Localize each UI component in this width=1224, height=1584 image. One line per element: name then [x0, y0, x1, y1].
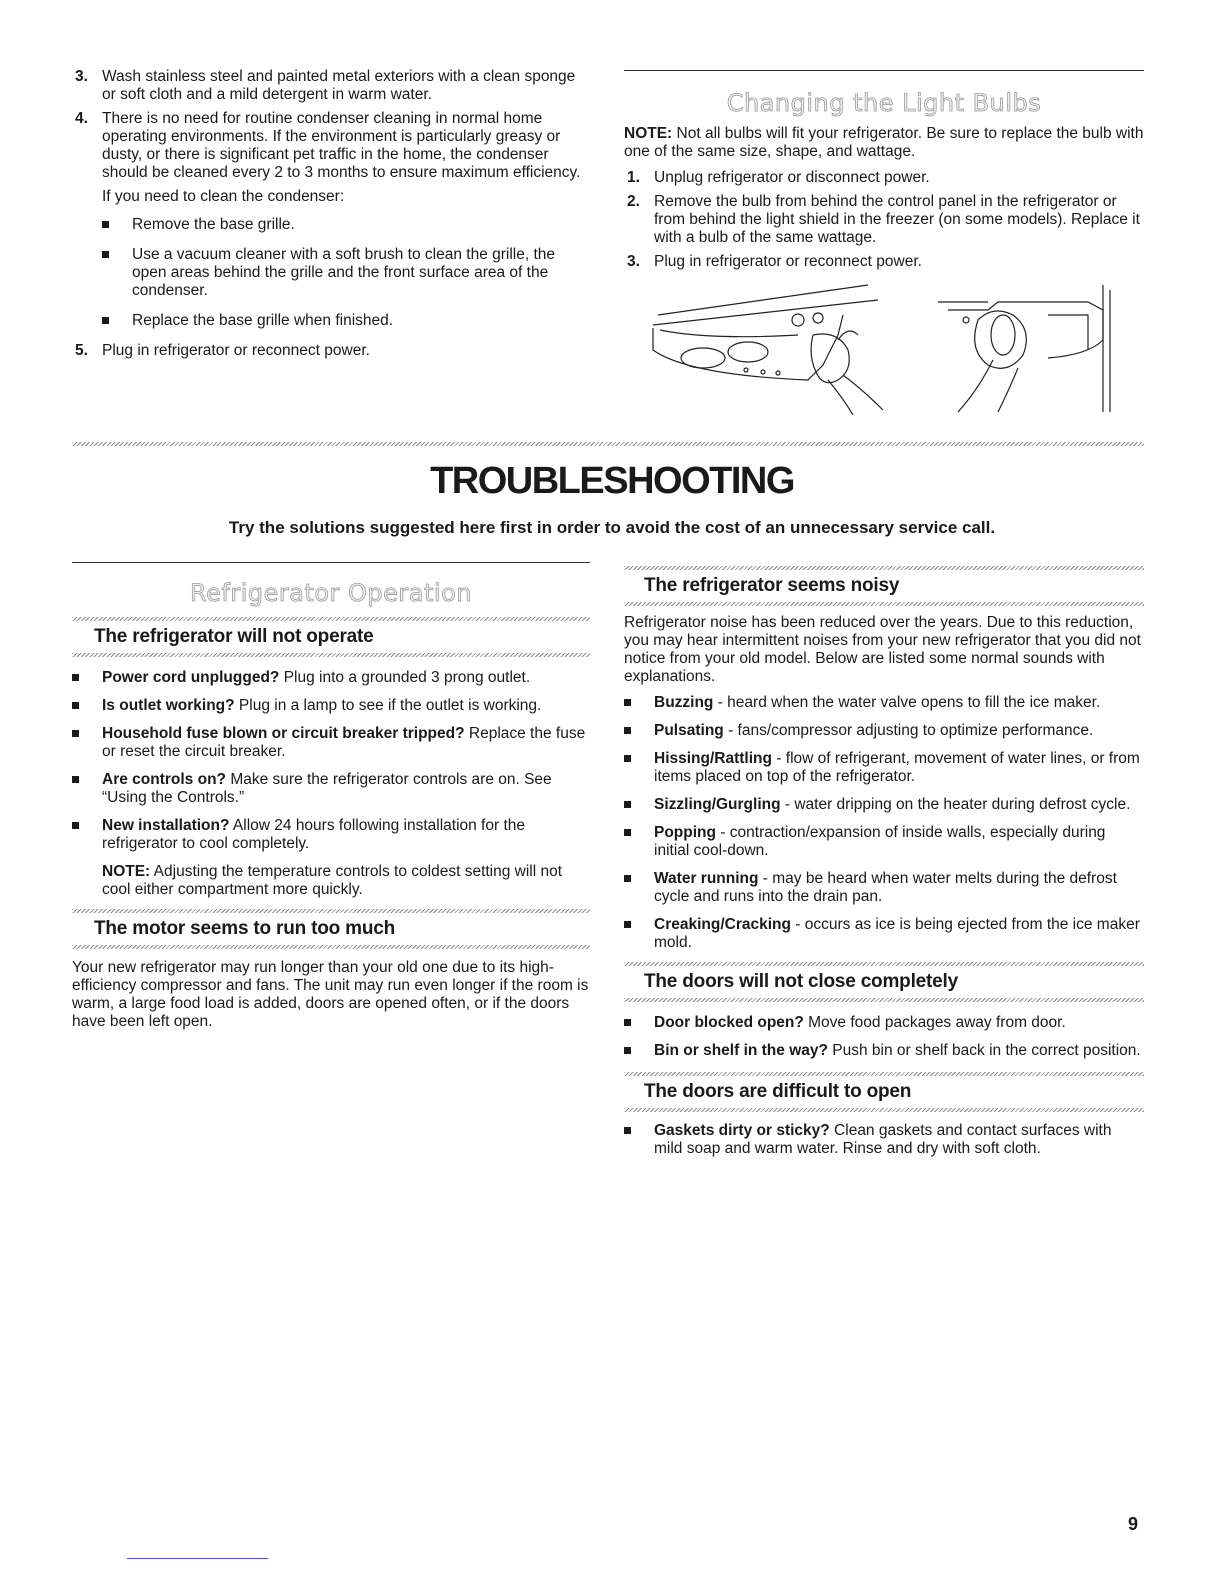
- list-item: Water running - may be heard when water melts during the defrost cycle and runs into the drain pan.: [624, 870, 1144, 906]
- list-item: New installation? Allow 24 hours following installation for the refrigerator to cool completely. NOTE: Adjusting the temperature controls to coldest setting will not cool either compartment more quickly.: [72, 817, 590, 899]
- operation-note: NOTE: Adjusting the temperature controls to coldest setting will not cool either compartment more quickly.: [102, 863, 563, 898]
- list-item: Is outlet working? Plug in a lamp to see if the outlet is working.: [72, 697, 590, 715]
- noise-and-doors-section: [624, 566, 1144, 1168]
- doors-close-list: [624, 1014, 1144, 1060]
- light-bulbs-section: [624, 70, 1144, 277]
- operation-title: Refrigerator Operation: [190, 579, 472, 607]
- light-bulb-illustration: [648, 280, 1118, 415]
- list-item: Sizzling/Gurgling - water dripping on the heater during defrost cycle.: [624, 796, 1144, 814]
- motor-text: Your new refrigerator may run longer than your old one due to its high-efficiency compressor and fans. The unit may run even longer if the room is warm, a large food load is added, doors are opened often, or if the doors have been left open.: [72, 959, 589, 1030]
- header-divider: [72, 442, 1144, 446]
- bulb-steps: [624, 169, 1144, 271]
- hatch-rule: [624, 998, 1144, 1002]
- list-item: Buzzing - heard when the water valve opens to fill the ice maker.: [624, 694, 1144, 712]
- hatch-rule: [624, 602, 1144, 606]
- section-rule: [72, 562, 590, 563]
- list-item: Gaskets dirty or sticky? Clean gaskets and contact surfaces with mild soap and warm water. Rinse and dry with soft cloth.: [624, 1122, 1144, 1158]
- list-item: Pulsating - fans/compressor adjusting to optimize performance.: [624, 722, 1144, 740]
- list-item: Door blocked open? Move food packages away from door.: [624, 1014, 1144, 1032]
- bullet-item: Remove the base grille.: [102, 216, 592, 234]
- noisy-heading: The refrigerator seems noisy: [644, 575, 900, 596]
- hatch-rule: [72, 653, 590, 657]
- list-item: Bin or shelf in the way? Push bin or shelf back in the correct position.: [624, 1042, 1144, 1060]
- list-item: Creaking/Cracking - occurs as ice is being ejected from the ice maker mold.: [624, 916, 1144, 952]
- refrigerator-operation-section: [72, 562, 590, 1031]
- bulbs-note: NOTE: Not all bulbs will fit your refrigerator. Be sure to replace the bulb with one of the same size, shape, and wattage.: [624, 125, 1144, 160]
- will-not-operate-list: [72, 669, 590, 899]
- doors-close-heading: The doors will not close completely: [644, 971, 958, 992]
- footer-line: [127, 1558, 268, 1559]
- cleaning-steps: [72, 68, 592, 360]
- list-item: Hissing/Rattling - flow of refrigerant, movement of water lines, or from items placed on top of the refrigerator.: [624, 750, 1144, 786]
- noisy-intro: Refrigerator noise has been reduced over the years. Due to this reduction, you may hear intermittent noises from your new refrigerator that you did not notice from your old model. Below are listed some normal sounds with explanations.: [624, 614, 1141, 685]
- troubleshooting-title: TROUBLESHOOTING: [430, 460, 794, 502]
- step-5: 5. Plug in refrigerator or reconnect power.: [75, 342, 370, 359]
- motor-heading: The motor seems to run too much: [94, 918, 395, 939]
- list-item: Are controls on? Make sure the refrigerator controls are on. See “Using the Controls.”: [72, 771, 590, 807]
- will-not-operate-heading: The refrigerator will not operate: [94, 626, 374, 647]
- noise-list: [624, 694, 1144, 952]
- page-number: 9: [1127, 1514, 1138, 1534]
- section-rule: [624, 70, 1144, 71]
- list-item: Power cord unplugged? Plug into a grounded 3 prong outlet.: [72, 669, 590, 687]
- doors-open-heading: The doors are difficult to open: [644, 1081, 912, 1102]
- step-4: 4. There is no need for routine condenser cleaning in normal home operating environments. If the environment is particularly greasy or dusty, or there is significant pet traffic in the home, the condenser should be cleaned every 2 to 3 months to ensure maximum efficiency. If you need to clean the condenser: Remove the base grille. Use a vacuum cleaner with a soft brush to clean the grille, the open areas behind the grille and the front surface area of the condenser. Replace the base grille when finished.: [72, 110, 592, 330]
- troubleshooting-subtitle: Try the solutions suggested here first in order to avoid the cost of an unnecessary service call.: [228, 518, 996, 537]
- doors-open-list: [624, 1122, 1144, 1158]
- condenser-bullets: [102, 216, 592, 330]
- bulb-step: 1. Unplug refrigerator or disconnect power.: [627, 169, 930, 186]
- hatch-rule: [624, 1108, 1144, 1112]
- condenser-cleaning-section: [72, 68, 592, 366]
- list-item: Popping - contraction/expansion of inside walls, especially during initial cool-down.: [624, 824, 1144, 860]
- condenser-intro: If you need to clean the condenser:: [102, 188, 345, 205]
- list-item: Household fuse blown or circuit breaker tripped? Replace the fuse or reset the circuit breaker.: [72, 725, 590, 761]
- bulb-step: 2. Remove the bulb from behind the control panel in the refrigerator or from behind the light shield in the freezer (on some models). Replace it with a bulb of the same wattage.: [627, 193, 1140, 246]
- hatch-rule: [72, 945, 590, 949]
- bullet-item: Use a vacuum cleaner with a soft brush to clean the grille, the open areas behind the grille and the front surface area of the condenser.: [102, 246, 592, 300]
- light-bulbs-title: Changing the Light Bulbs: [726, 89, 1042, 117]
- step-3: 3. Wash stainless steel and painted metal exteriors with a clean sponge or soft cloth and a mild detergent in warm water.: [75, 68, 576, 103]
- bulb-step: 3. Plug in refrigerator or reconnect power.: [627, 253, 922, 270]
- bullet-item: Replace the base grille when finished.: [102, 312, 592, 330]
